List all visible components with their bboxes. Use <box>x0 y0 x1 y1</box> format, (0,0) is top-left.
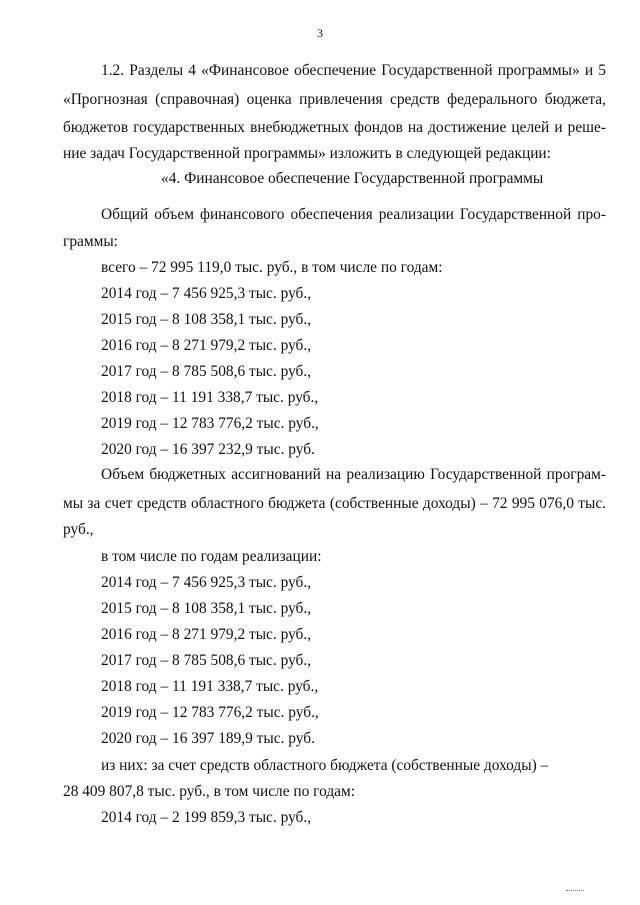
year-line: 2017 год – 8 785 508,6 тыс. руб., <box>101 363 312 380</box>
section-heading: «4. Финансовое обеспечение Государственной программы <box>161 170 544 187</box>
text-line: 1.2. Разделы 4 «Финансовое обеспечение Государственной программы» и 5 <box>101 62 606 79</box>
text-line: мы за счет средств областного бюджета (собственные доходы) – 72 995 076,0 тыс. <box>63 495 606 512</box>
text-line: Общий объем финансового обеспечения реализации Государственной про- <box>101 206 606 223</box>
year-line: 2018 год – 11 191 338,7 тыс. руб., <box>101 389 319 406</box>
year-line: 2018 год – 11 191 338,7 тыс. руб., <box>101 678 319 695</box>
text-line: ние задач Государственной программы» изложить в следующей редакции: <box>63 145 551 162</box>
text-line: 28 409 807,8 тыс. руб., в том числе по годам: <box>63 783 356 800</box>
year-line: 2014 год – 2 199 859,3 тыс. руб., <box>101 809 312 826</box>
scan-artifact <box>566 890 584 893</box>
year-line: 2020 год – 16 397 232,9 тыс. руб. <box>101 441 315 458</box>
text-line: граммы: <box>63 233 118 250</box>
year-line: 2014 год – 7 456 925,3 тыс. руб., <box>101 574 312 591</box>
text-line: «Прогнозная (справочная) оценка привлечения средств федерального бюджета, <box>63 91 606 108</box>
text-line: руб., <box>63 521 94 538</box>
text-line: в том числе по годам реализации: <box>101 548 322 565</box>
year-line: 2019 год – 12 783 776,2 тыс. руб., <box>101 704 319 721</box>
year-line: 2014 год – 7 456 925,3 тыс. руб., <box>101 285 312 302</box>
year-line: 2016 год – 8 271 979,2 тыс. руб., <box>101 626 312 643</box>
year-line: 2015 год – 8 108 358,1 тыс. руб., <box>101 311 312 328</box>
year-line: 2015 год – 8 108 358,1 тыс. руб., <box>101 600 312 617</box>
text-line: из них: за счет средств областного бюджета (собственные доходы) – <box>101 757 549 774</box>
page-number: 3 <box>317 26 323 40</box>
year-line: 2019 год – 12 783 776,2 тыс. руб., <box>101 415 319 432</box>
year-line: 2016 год – 8 271 979,2 тыс. руб., <box>101 337 312 354</box>
text-line: всего – 72 995 119,0 тыс. руб., в том числе по годам: <box>101 259 443 276</box>
year-line: 2020 год – 16 397 189,9 тыс. руб. <box>101 730 315 747</box>
text-line: бюджетов государственных внебюджетных фондов на достижение целей и реше- <box>63 119 606 136</box>
text-line: Объем бюджетных ассигнований на реализацию Государственной програм- <box>101 466 606 483</box>
year-line: 2017 год – 8 785 508,6 тыс. руб., <box>101 652 312 669</box>
